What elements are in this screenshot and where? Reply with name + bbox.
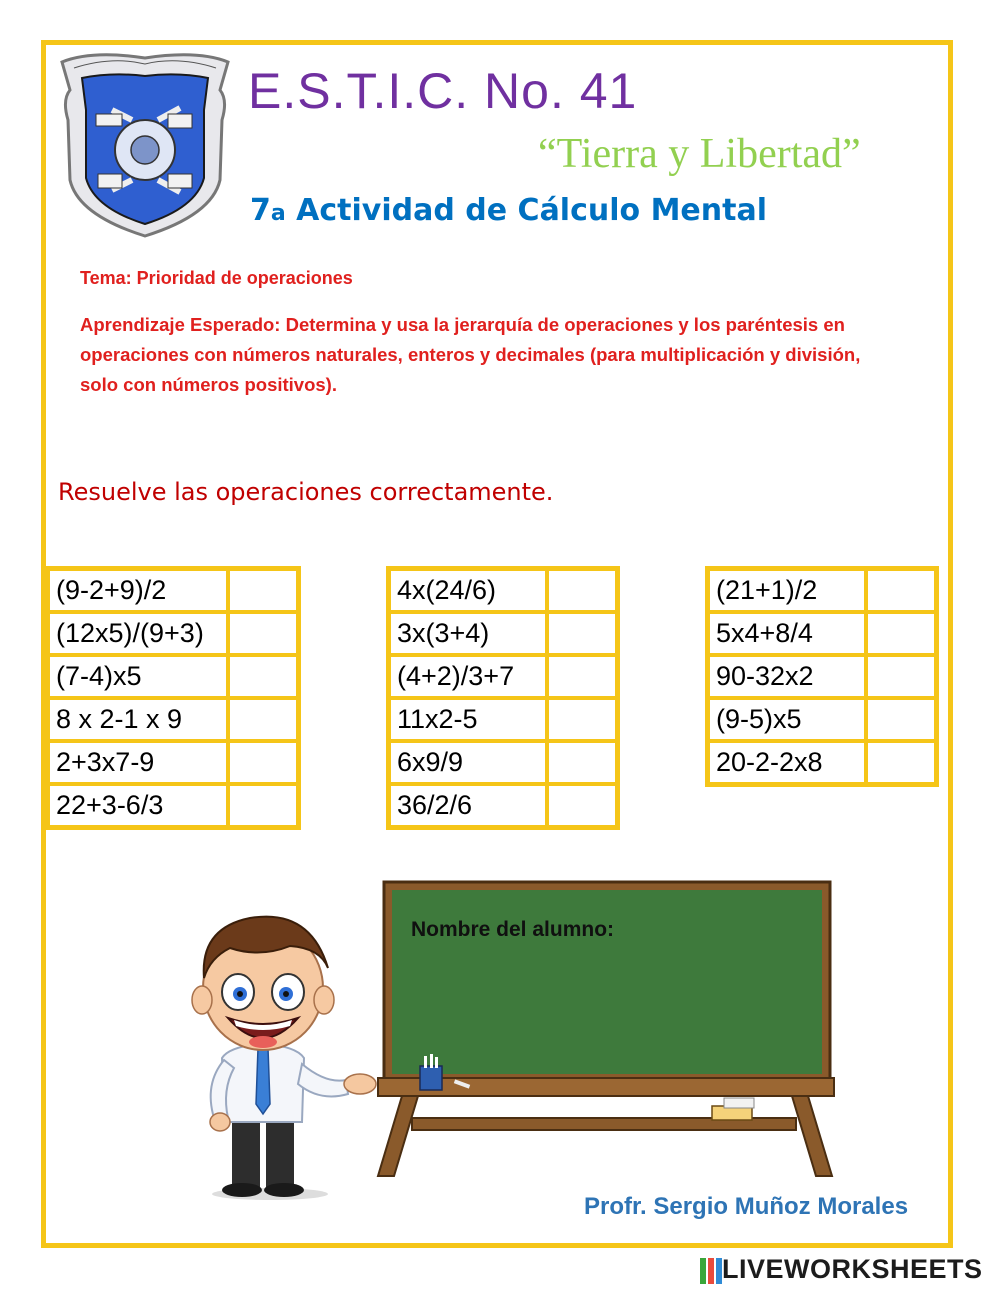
table-row	[48, 698, 299, 741]
table-row	[708, 655, 937, 698]
instruction-text: Resuelve las operaciones correctamente.	[58, 478, 554, 506]
operations-table-2	[386, 566, 620, 830]
answer-cell[interactable]	[228, 569, 299, 613]
operation-expression: 22+3-6/3	[48, 784, 229, 828]
operation-expression: 8 x 2-1 x 9	[48, 698, 229, 741]
answer-input[interactable]	[230, 657, 296, 696]
answer-input[interactable]	[230, 571, 296, 610]
answer-cell[interactable]	[547, 698, 618, 741]
table-row	[389, 741, 618, 784]
author-name: Profr. Sergio Muñoz Morales	[584, 1193, 909, 1220]
answer-input[interactable]	[868, 614, 934, 653]
activity-number: 7	[250, 193, 271, 228]
answer-cell[interactable]	[547, 784, 618, 828]
answer-input[interactable]	[868, 700, 934, 739]
answer-input[interactable]	[549, 786, 615, 825]
table-row	[708, 741, 937, 785]
table-row	[708, 698, 937, 741]
table-row	[389, 698, 618, 741]
operation-expression: 4x(24/6)	[389, 569, 548, 613]
learning-goal-text: Aprendizaje Esperado: Determina y usa la jerarquía de operaciones y los paréntesis en operaciones con números naturales, enteros y decimales (para multiplicación y división, solo con números positivos).	[80, 314, 861, 395]
operation-expression: 5x4+8/4	[708, 612, 867, 655]
operation-expression: (4+2)/3+7	[389, 655, 548, 698]
operation-expression: 36/2/6	[389, 784, 548, 828]
school-title: E.S.T.I.C. No. 41	[248, 63, 638, 119]
liveworksheets-brand: LIVEWORKSHEETS	[722, 1254, 983, 1284]
topic-text: Tema: Prioridad de operaciones	[80, 268, 353, 288]
operation-expression: 90-32x2	[708, 655, 867, 698]
operation-expression: (21+1)/2	[708, 569, 867, 613]
table-row	[708, 569, 937, 613]
answer-input[interactable]	[549, 743, 615, 782]
answer-cell[interactable]	[228, 655, 299, 698]
answer-input[interactable]	[868, 657, 934, 696]
answer-input[interactable]	[549, 571, 615, 610]
table-row	[48, 655, 299, 698]
operations-table-3	[705, 566, 939, 787]
table-row	[48, 784, 299, 828]
table-row	[389, 612, 618, 655]
table-row	[389, 655, 618, 698]
operation-expression: 6x9/9	[389, 741, 548, 784]
school-shield-logo-icon	[52, 50, 238, 240]
answer-input[interactable]	[230, 743, 296, 782]
school-motto: “Tierra y Libertad”	[538, 131, 861, 177]
answer-cell[interactable]	[228, 612, 299, 655]
answer-cell[interactable]	[228, 698, 299, 741]
answer-input[interactable]	[549, 657, 615, 696]
table-row	[389, 569, 618, 613]
table-row	[48, 612, 299, 655]
student-name-input[interactable]	[411, 952, 815, 986]
answer-cell[interactable]	[866, 612, 937, 655]
operation-expression: (7-4)x5	[48, 655, 229, 698]
operation-expression: (9-2+9)/2	[48, 569, 229, 613]
answer-input[interactable]	[868, 743, 934, 782]
activity-ordinal: a	[270, 201, 286, 226]
teacher-cartoon-illustration	[170, 908, 380, 1200]
student-name-label: Nombre del alumno:	[411, 918, 615, 941]
table-row	[48, 741, 299, 784]
answer-cell[interactable]	[228, 784, 299, 828]
operation-expression: (12x5)/(9+3)	[48, 612, 229, 655]
answer-cell[interactable]	[228, 741, 299, 784]
table-row	[708, 612, 937, 655]
answer-cell[interactable]	[866, 698, 937, 741]
answer-input[interactable]	[549, 614, 615, 653]
answer-cell[interactable]	[866, 741, 937, 785]
activity-name: Actividad de Cálculo Mental	[285, 193, 767, 228]
answer-cell[interactable]	[547, 655, 618, 698]
answer-input[interactable]	[230, 614, 296, 653]
answer-input[interactable]	[868, 571, 934, 610]
activity-title	[250, 193, 767, 228]
operations-table-1	[45, 566, 301, 830]
answer-input[interactable]	[230, 700, 296, 739]
answer-cell[interactable]	[547, 569, 618, 613]
operation-expression: (9-5)x5	[708, 698, 867, 741]
operation-expression: 3x(3+4)	[389, 612, 548, 655]
table-row	[48, 569, 299, 613]
answer-cell[interactable]	[547, 612, 618, 655]
answer-cell[interactable]	[547, 741, 618, 784]
answer-input[interactable]	[549, 700, 615, 739]
table-row	[389, 784, 618, 828]
answer-cell[interactable]	[866, 655, 937, 698]
answer-input[interactable]	[230, 786, 296, 825]
operation-expression: 20-2-2x8	[708, 741, 867, 785]
answer-cell[interactable]	[866, 569, 937, 613]
operation-expression: 2+3x7-9	[48, 741, 229, 784]
operation-expression: 11x2-5	[389, 698, 548, 741]
liveworksheets-logo-icon	[700, 1256, 722, 1286]
